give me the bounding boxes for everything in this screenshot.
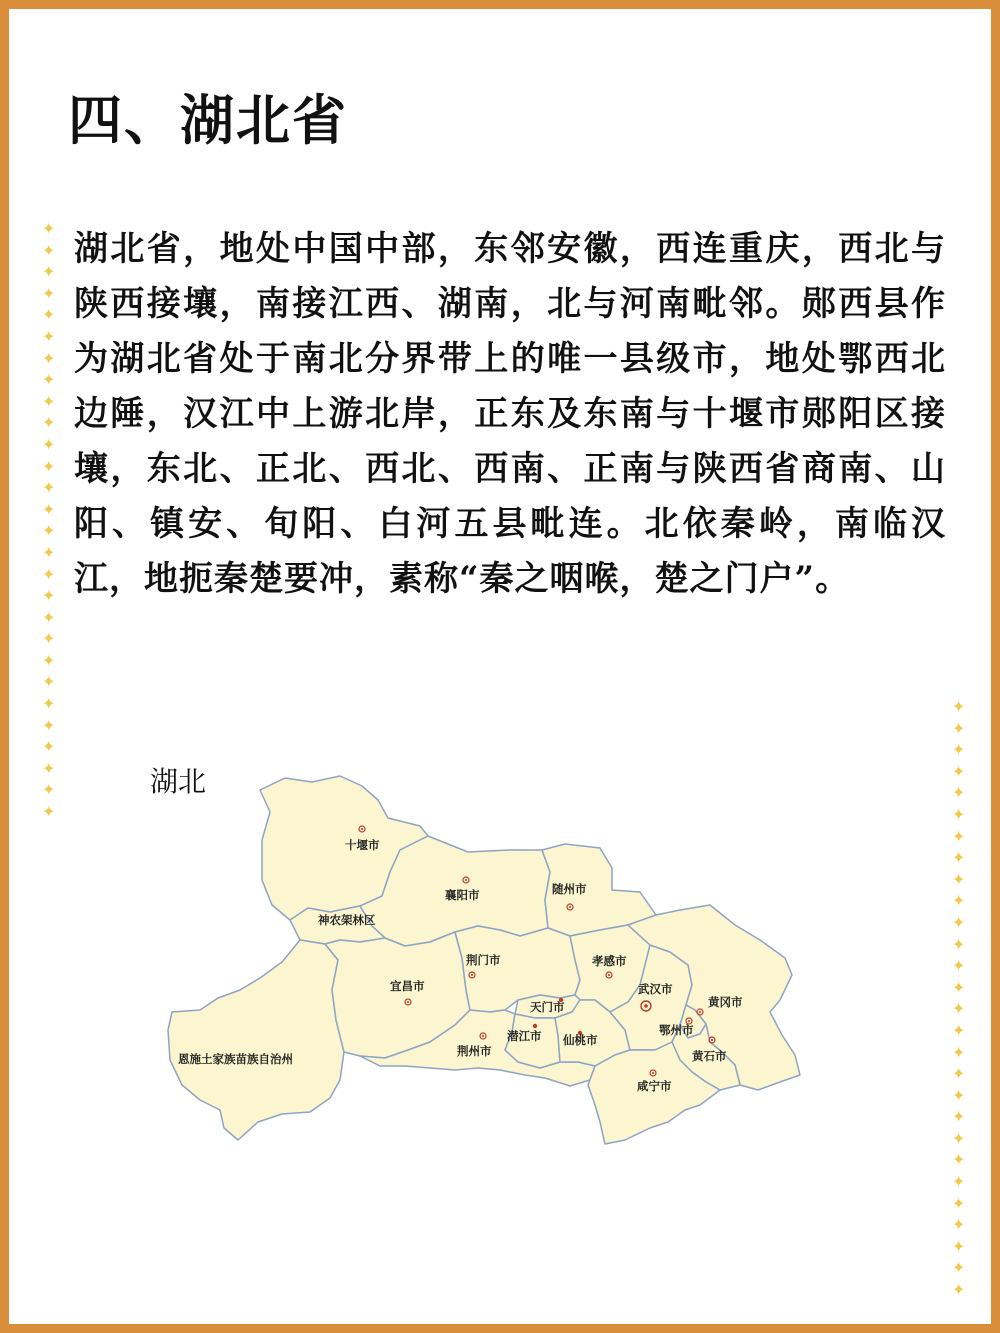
- label-suizhou: 随州市: [552, 882, 587, 896]
- label-yichang: 宜昌市: [390, 979, 425, 993]
- label-shennongjia: 神农架林区: [318, 913, 376, 927]
- region-enshi: [168, 940, 344, 1140]
- label-xiangyang: 襄阳市: [445, 888, 480, 902]
- label-qianjiang: 潜江市: [507, 1029, 542, 1043]
- label-huangshi: 黄石市: [692, 1049, 727, 1063]
- label-wuhan: 武汉市: [638, 982, 673, 996]
- city-dot-qianjiang: [533, 1024, 537, 1028]
- label-xiantao: 仙桃市: [563, 1033, 598, 1047]
- left-sparkle-decoration: ✦ ✦ ✦ ✦ ✦ ✦ ✦ ✦ ✦ ✦ ✦ ✦ ✦ ✦ ✦ ✦ ✦ ✦ ✦ ✦ ✦ ✦ ✦ ✦ ✦ ✦ ✦ ✦: [42, 219, 56, 822]
- description-paragraph: 湖北省，地处中国中部，东邻安徽，西连重庆，西北与陕西接壤，南接江西、湖南，北与河南毗邻。郧西县作为湖北省处于南北分界带上的唯一县级市，地处鄂西北边陲，汉江中上游北岸，正东及东南与十堰市郧阳区接壤，东北、正北、西北、西南、正南与陕西省商南、山阳、镇安、旬阳、白河五县毗连。北依秦岭，南临汉江，地扼秦楚要冲，素称“秦之咽喉，楚之门户”。: [74, 229, 946, 599]
- label-shiyan: 十堰市: [345, 838, 380, 852]
- label-huanggang: 黄冈市: [708, 995, 743, 1009]
- label-enshi: 恩施土家族苗族自治州: [178, 1052, 293, 1066]
- map-caption: 湖北: [150, 765, 207, 798]
- label-xianning: 咸宁市: [637, 1079, 672, 1093]
- label-jingmen: 荆门市: [466, 953, 501, 967]
- page-title: 四、湖北省: [68, 89, 348, 152]
- label-ezhou: 鄂州市: [659, 1023, 694, 1037]
- label-xiaogan: 孝感市: [592, 954, 627, 968]
- label-jingzhou: 荆州市: [457, 1044, 492, 1058]
- right-sparkle-decoration: ✦ ✦ ✦ ✦ ✦ ✦ ✦ ✦ ✦ ✦ ✦ ✦ ✦ ✦ ✦ ✦ ✦ ✦ ✦ ✦ ✦ ✦ ✦ ✦ ✦ ✦ ✦ ✦: [952, 697, 966, 1300]
- label-tianmen: 天门市: [530, 1000, 565, 1014]
